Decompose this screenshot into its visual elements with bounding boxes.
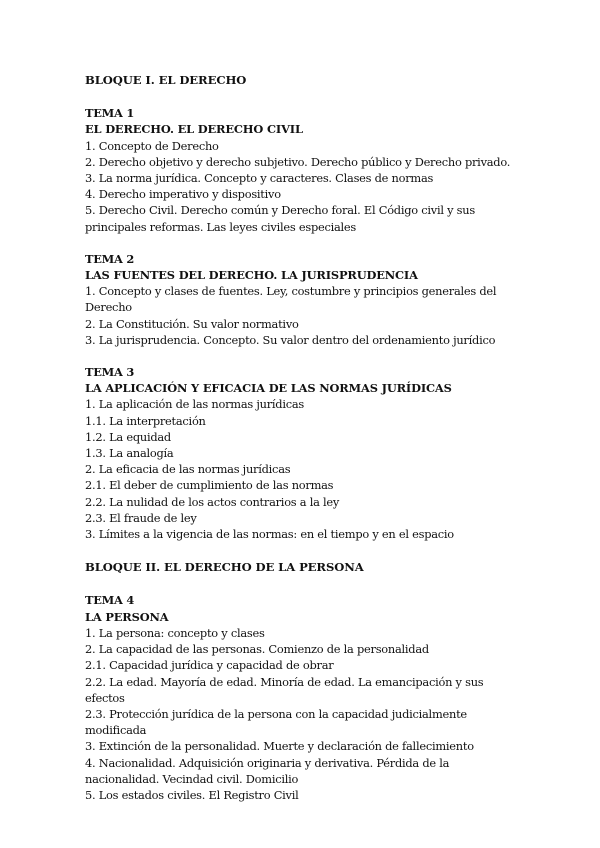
tema-2-item: 3. La jurisprudencia. Concepto. Su valor dentro del ordenamiento jurídico: [85, 332, 496, 347]
tema-3-item: 2.2. La nulidad de los actos contrarios a la ley: [85, 494, 340, 509]
tema-2: [85, 251, 525, 348]
tema-4-item: 2.1. Capacidad jurídica y capacidad de obrar: [85, 658, 334, 673]
tema-3-number: TEMA 3: [85, 365, 134, 380]
tema-3-item: 3. Límites a la vigencia de las normas: en el tiempo y en el espacio: [85, 527, 454, 542]
document-content: [85, 72, 525, 803]
tema-1: [85, 105, 525, 235]
tema-1-title: EL DERECHO. EL DERECHO CIVIL: [85, 122, 303, 137]
tema-4-title: LA PERSONA: [85, 609, 169, 624]
tema-3-item: 1.2. La equidad: [85, 429, 171, 444]
bloque-2-title: BLOQUE II. EL DERECHO DE LA PERSONA: [85, 560, 364, 575]
tema-3-item: 2.1. El deber de cumplimiento de las normas: [85, 478, 334, 493]
tema-3-item: 2.3. El fraude de ley: [85, 510, 197, 525]
tema-2-number: TEMA 2: [85, 251, 134, 266]
tema-2-title: LAS FUENTES DEL DERECHO. LA JURISPRUDENCIA: [85, 268, 418, 283]
tema-2-item: 2. La Constitución. Su valor normativo: [85, 316, 299, 331]
tema-4-item: 1. La persona: concepto y clases: [85, 625, 265, 640]
bloque-1-title: BLOQUE I. EL DERECHO: [85, 73, 247, 87]
tema-3-item: 1.1. La interpretación: [85, 413, 206, 428]
tema-4-item: 2. La capacidad de las personas. Comienzo de la personalidad: [85, 642, 429, 657]
tema-1-item: 2. Derecho objetivo y derecho subjetivo. Derecho público y Derecho privado.: [85, 154, 511, 169]
tema-4-item: 3. Extinción de la personalidad. Muerte y declaración de fallecimiento: [85, 739, 474, 754]
tema-3-title: LA APLICACIÓN Y EFICACIA DE LAS NORMAS JURÍDICAS: [85, 381, 452, 396]
tema-4: [85, 592, 525, 803]
tema-1-item: 3. La norma jurídica. Concepto y caracteres. Clases de normas: [85, 171, 434, 186]
tema-3-item: 1.3. La analogía: [85, 446, 174, 461]
tema-1-item: 4. Derecho imperativo y dispositivo: [85, 187, 281, 202]
tema-3-item: 1. La aplicación de las normas jurídicas: [85, 397, 304, 412]
tema-3-item: 2. La eficacia de las normas jurídicas: [85, 462, 291, 477]
tema-2-item: 1. Concepto y clases de fuentes. Ley, costumbre y principios generales del Derecho: [85, 284, 497, 315]
tema-3: [85, 364, 525, 542]
tema-4-item: 4. Nacionalidad. Adquisición originaria y derivativa. Pérdida de la nacionalidad. Vecindad civil. Domicilio: [85, 755, 450, 786]
tema-4-number: TEMA 4: [85, 593, 134, 608]
tema-4-item: 2.2. La edad. Mayoría de edad. Minoría de edad. La emancipación y sus efectos: [85, 674, 484, 705]
tema-1-number: TEMA 1: [85, 106, 134, 121]
tema-1-item: 5. Derecho Civil. Derecho común y Derecho foral. El Código civil y sus principales reformas. Las leyes civiles especiales: [85, 203, 475, 234]
tema-4-item: 5. Los estados civiles. El Registro Civil: [85, 787, 299, 802]
tema-1-item: 1. Concepto de Derecho: [85, 138, 219, 153]
tema-4-item: 2.3. Protección jurídica de la persona con la capacidad judicialmente modificada: [85, 706, 467, 738]
